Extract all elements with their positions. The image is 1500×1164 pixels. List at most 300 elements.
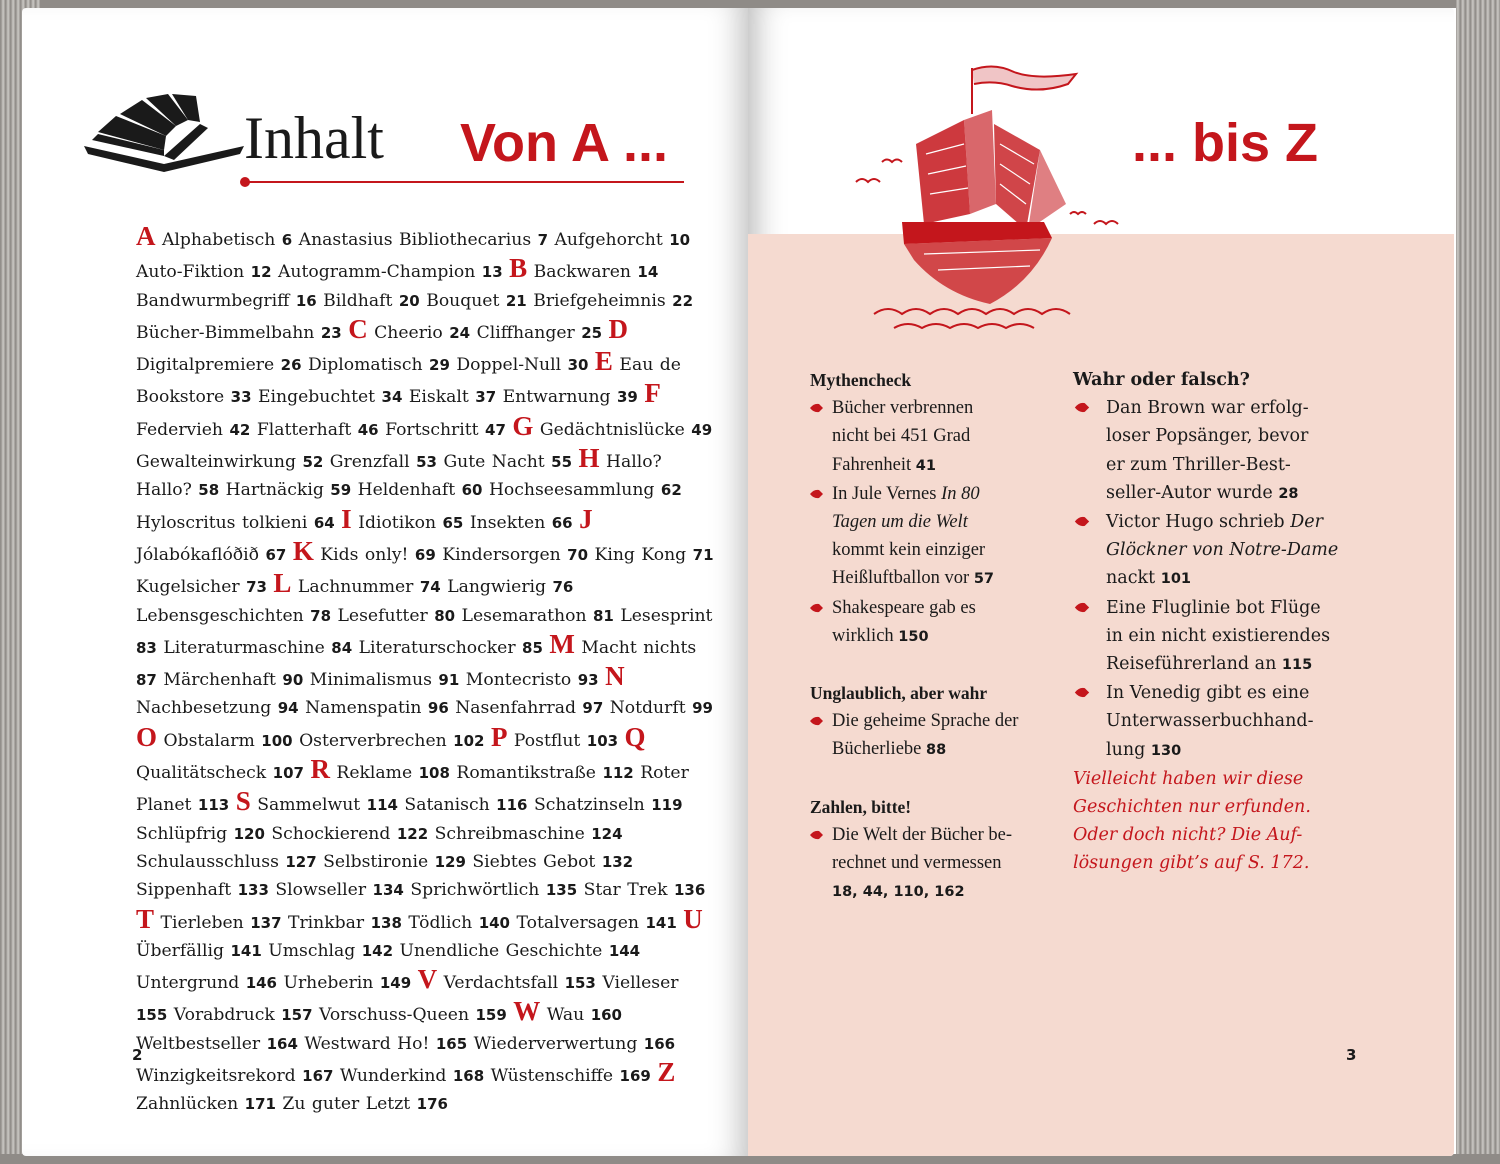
index-letter-a: A — [136, 221, 156, 251]
index-page-number: 120 — [233, 824, 265, 843]
index-page-number: 60 — [461, 481, 483, 500]
index-term: Macht nichts — [581, 637, 697, 658]
index-term: Fortschritt — [385, 419, 486, 440]
index-page-number: 169 — [619, 1067, 651, 1086]
index-term: Langwierig — [447, 577, 553, 598]
page-ref: 130 — [1150, 742, 1182, 759]
index-entry — [163, 638, 352, 658]
index-term: Schatzinseln — [533, 795, 652, 816]
index-entry — [409, 387, 496, 407]
index-entry — [268, 941, 393, 961]
index-term: Lesesprint — [620, 605, 713, 626]
index-entry — [555, 230, 691, 250]
index-page-number: 21 — [505, 291, 527, 310]
index-entry — [426, 291, 527, 311]
index-term: Wau — [546, 1005, 591, 1026]
zahlen-heading: Zahlen, bitte! — [810, 796, 912, 817]
bullet-icon — [810, 603, 823, 613]
index-entry — [308, 355, 450, 375]
index-term: Zu guter Letzt — [282, 1094, 417, 1115]
index-entry — [136, 452, 323, 472]
index-page-number: 171 — [244, 1095, 276, 1114]
index-term: Unendliche Geschichte — [399, 940, 609, 961]
index-page-number: 25 — [581, 323, 603, 342]
index-page-number: 119 — [651, 796, 683, 815]
index-term: Verdachtsfall — [443, 973, 565, 994]
index-letter-v: V — [417, 964, 438, 995]
index-page-number: 62 — [660, 481, 682, 500]
index-entry — [516, 913, 676, 933]
index-term: Schlüpfrig — [136, 823, 234, 844]
list-item — [810, 480, 1060, 594]
index-entry — [163, 731, 292, 751]
page-ref: 41 — [915, 457, 936, 474]
index-page-number: 144 — [608, 941, 641, 960]
index-entry — [320, 545, 436, 565]
index-entry — [136, 606, 331, 626]
index-term: Untergrund — [136, 973, 246, 994]
index-term: Briefgeheimnis — [533, 290, 673, 311]
index-page-number: 107 — [272, 764, 304, 783]
index-term: Jólabókaflóðið — [136, 544, 266, 565]
index-entry — [136, 763, 304, 783]
index-entry — [136, 420, 250, 440]
index-entry — [547, 1005, 622, 1025]
index-page-number: 53 — [416, 453, 437, 472]
index-term: Überfällig — [136, 940, 231, 961]
index-entry — [257, 420, 379, 440]
page-edge-right — [1456, 0, 1500, 1164]
index-term: Qualitätscheck — [136, 763, 273, 784]
index-term: Hallo? Hallo? — [136, 452, 662, 501]
index-entry — [226, 480, 352, 500]
index-entry — [404, 795, 527, 815]
index-page-number: 157 — [281, 1006, 313, 1025]
index-term: Bouquet — [426, 290, 506, 311]
index-page-number: 52 — [302, 453, 324, 472]
index-page-number: 34 — [381, 388, 403, 407]
index-letter-q: Q — [624, 721, 646, 752]
left-page — [22, 8, 748, 1156]
index-page-number: 149 — [379, 974, 412, 993]
index-entry — [584, 880, 706, 900]
index-letter-h: H — [578, 443, 600, 474]
index-entry — [136, 262, 272, 282]
index-entry — [491, 1066, 651, 1086]
index-page-number: 100 — [261, 731, 293, 750]
item-text: lung — [1106, 739, 1146, 760]
book-title: Der — [1290, 512, 1323, 533]
index-page-number: 84 — [331, 638, 353, 657]
index-entry — [163, 670, 303, 690]
index-entry — [455, 698, 603, 718]
index-letter-e: E — [594, 346, 613, 377]
index-entry — [470, 513, 573, 533]
index-page-number: 114 — [366, 796, 398, 815]
index-term: Kids only! — [320, 544, 415, 565]
index-entry — [271, 824, 428, 844]
index-term: Namenspatin — [305, 698, 428, 719]
index-entry — [336, 763, 450, 783]
index-entry — [310, 670, 460, 690]
index-page-number: 96 — [427, 699, 449, 718]
index-page-number: 94 — [277, 699, 299, 718]
index-entry — [323, 852, 466, 872]
index-entry — [136, 1066, 333, 1086]
index-term: Montecristo — [465, 670, 578, 691]
index-term: Hartnäckig — [225, 480, 331, 501]
item-text: Victor Hugo schrieb — [1106, 512, 1291, 533]
item-text: Eine Fluglinie bot Flüge — [1106, 597, 1321, 618]
index-entry — [299, 731, 484, 751]
index-term: Tödlich — [408, 912, 479, 933]
index-page-number: 12 — [250, 263, 272, 282]
index-letter-f: F — [644, 378, 661, 409]
index-page-number: 47 — [485, 420, 506, 439]
index-term: Trinkbar — [288, 912, 371, 933]
page-ref: 88 — [926, 742, 947, 759]
index-page-number: 142 — [361, 941, 394, 960]
item-text: Heißluftballon vor — [832, 568, 970, 589]
note-line: Vielleicht haben wir diese — [1073, 768, 1304, 789]
item-text: Shakespeare gab es — [832, 597, 976, 618]
index-entry — [174, 1005, 313, 1025]
index-term: Gewalteinwirkung — [136, 452, 303, 473]
index-term: Eau de Bookstore — [136, 355, 681, 408]
index-letter-l: L — [273, 568, 292, 599]
index-letter-p: P — [490, 721, 508, 752]
index-entry — [288, 913, 402, 933]
index-entry — [474, 1034, 675, 1054]
index-page-number: 26 — [280, 356, 302, 375]
page-ref: 18, 44, 110, 162 — [832, 884, 965, 901]
index-page-number: 159 — [475, 1006, 507, 1025]
item-text: wirklich — [832, 625, 894, 646]
index-term: Reklame — [336, 763, 419, 784]
index-page-number: 85 — [522, 638, 543, 657]
index-term: Insekten — [469, 512, 552, 533]
list-item — [810, 707, 1060, 764]
index-letter-b: B — [509, 253, 528, 284]
index-term: Hyloscritus tolkieni — [136, 512, 314, 533]
index-term: Wunderkind — [339, 1066, 453, 1087]
index-letter-t: T — [136, 903, 155, 934]
index-letter-z: Z — [657, 1057, 676, 1088]
index-entry — [258, 387, 402, 407]
index-entry — [540, 420, 712, 440]
book-title: Glöckner von Notre-Dame — [1106, 540, 1339, 561]
index-page-number: 87 — [136, 671, 157, 690]
index-term: Auto-Fiktion — [136, 262, 251, 283]
index-page-number: 59 — [330, 481, 352, 500]
index-term: Bildhaft — [323, 290, 399, 311]
list-item — [810, 394, 1060, 480]
index-term: Wiederverwertung — [473, 1033, 644, 1054]
index-page-number: 167 — [302, 1067, 334, 1086]
index-entry — [305, 698, 449, 718]
left-column — [810, 366, 1060, 906]
index-term: Tierleben — [160, 912, 251, 933]
item-text: Fahrenheit — [832, 454, 912, 475]
wahr-oder-falsch-heading: Wahr oder falsch? — [1073, 370, 1250, 390]
index-term: Entwarnung — [502, 387, 617, 408]
index-entry — [136, 545, 286, 565]
index-page-number: 13 — [481, 263, 503, 282]
index-term: Grenzfall — [329, 452, 417, 473]
index-term: Schulausschluss — [136, 851, 286, 872]
index-letter-r: R — [310, 754, 330, 785]
index-page-number: 122 — [396, 824, 429, 843]
item-text: In Jule Vernes — [832, 483, 942, 504]
index-page-number: 97 — [582, 699, 604, 718]
mythencheck-heading: Mythencheck — [810, 370, 912, 390]
page-ref: 150 — [898, 628, 929, 645]
index-page-number: 99 — [692, 699, 713, 718]
index-page-number: 136 — [673, 881, 706, 900]
item-text: Die Welt der Bücher be- — [832, 824, 1013, 845]
index-page-number: 65 — [442, 513, 464, 532]
index-page-number: 20 — [398, 291, 420, 310]
bullet-icon — [1073, 402, 1091, 413]
bullet-icon — [1073, 687, 1091, 698]
book-title: In 80 — [941, 483, 980, 504]
index-entry — [456, 763, 633, 783]
index-term: Eingebuchtet — [258, 387, 382, 408]
index-page-number: 91 — [438, 671, 460, 690]
index-term: Sippenhaft — [136, 880, 238, 901]
item-text: nackt — [1106, 568, 1156, 589]
index-term: Slowseller — [275, 880, 373, 901]
index-term: Winzigkeitsrekord — [136, 1066, 303, 1087]
index-page-number: 81 — [592, 606, 614, 625]
index-entry — [477, 323, 602, 343]
index-entry — [136, 698, 299, 718]
index-term: Nachbesetzung — [136, 698, 278, 719]
index-entry — [442, 545, 588, 565]
index-entry — [610, 698, 713, 718]
sailing-book-ship-illustration — [844, 54, 1134, 334]
index-entry — [136, 880, 269, 900]
index-page-number: 176 — [416, 1095, 448, 1114]
right-page — [748, 8, 1454, 1156]
index-term: Heldenhaft — [357, 480, 462, 501]
item-text: Reiseführerland an — [1106, 654, 1277, 675]
index-entry — [466, 670, 599, 690]
index-page-number: 165 — [435, 1034, 468, 1053]
index-page-number: 113 — [197, 796, 230, 815]
item-text: Bücherliebe — [832, 739, 922, 760]
index-term: Lebensgeschichten — [136, 605, 311, 626]
index-page-number: 74 — [419, 578, 441, 597]
index-term: Idiotikon — [358, 512, 443, 533]
index-entry — [257, 795, 398, 815]
index-term: Backwaren — [533, 262, 638, 283]
index-entry — [160, 913, 281, 933]
index-term: Gedächtnislücke — [539, 419, 692, 440]
index-term: Zahnlücken — [136, 1094, 245, 1115]
index-term: Doppel-Null — [456, 355, 568, 376]
index-page-number: 166 — [643, 1034, 676, 1053]
index-page-number: 37 — [475, 388, 497, 407]
index-term: Lesefutter — [337, 605, 435, 626]
index-term: King Kong — [594, 544, 693, 565]
index-page-number: 135 — [545, 881, 578, 900]
index-entry — [136, 941, 262, 961]
index-page-number: 70 — [567, 545, 589, 564]
index-term: Federvieh — [136, 419, 230, 440]
list-item — [1073, 508, 1373, 594]
index-page-number: 132 — [601, 852, 634, 871]
bullet-icon — [810, 716, 823, 726]
index-entry — [462, 606, 614, 626]
index-term: Gute Nacht — [443, 452, 552, 473]
bullet-icon — [810, 830, 823, 840]
list-item — [1073, 679, 1373, 765]
unglaublich-heading: Unglaublich, aber wahr — [810, 683, 988, 704]
index-term: Digitalpremiere — [136, 355, 281, 376]
index-page-number: 93 — [577, 671, 599, 690]
index-page-number: 138 — [370, 913, 402, 932]
index-letter-k: K — [292, 535, 314, 566]
index-term: Vorschuss-Queen — [319, 1005, 476, 1026]
index-page-number: 33 — [230, 388, 252, 407]
index-entry — [533, 291, 693, 311]
page-ref: 28 — [1278, 485, 1299, 502]
index-entry — [330, 452, 437, 472]
index-page-number: 55 — [551, 453, 573, 472]
index-page-number: 71 — [692, 545, 714, 564]
page-number-right: 3 — [1346, 1046, 1357, 1064]
index-page-number: 160 — [590, 1006, 622, 1025]
list-item — [810, 594, 1060, 651]
index-term: Romantikstraße — [456, 763, 603, 784]
index-page-number: 39 — [617, 388, 638, 407]
index-page-number: 129 — [434, 852, 466, 871]
title-underline — [244, 181, 684, 183]
index-page-number: 66 — [551, 513, 573, 532]
book-title: Tagen um die Welt — [832, 512, 968, 533]
index-page-number: 164 — [266, 1034, 298, 1053]
index-term: Vorabdruck — [173, 1005, 282, 1026]
index-entry — [136, 323, 342, 343]
item-text: Dan Brown war erfolg- — [1106, 398, 1309, 419]
item-text: seller-Autor wurde — [1106, 482, 1273, 503]
index-entry — [319, 1005, 507, 1025]
item-text: nicht bei 451 Grad — [832, 426, 971, 447]
index-term: Sammelwut — [257, 795, 367, 816]
index-letter-g: G — [512, 410, 534, 441]
index-letter-c: C — [348, 313, 368, 344]
note-line: Oder doch nicht? Die Auf- — [1073, 825, 1303, 846]
index-term: Cheerio — [374, 322, 450, 343]
index-page-number: 168 — [452, 1067, 485, 1086]
index-term: Hochseesammlung — [488, 480, 661, 501]
index-term: Sprichwörtlich — [410, 880, 546, 901]
index-term: Urheberin — [283, 973, 380, 994]
index-page-number: 49 — [691, 420, 713, 439]
index-page-number: 133 — [237, 881, 269, 900]
index-page-number: 153 — [564, 974, 596, 993]
item-text: Unterwasserbuchhand- — [1106, 711, 1314, 732]
index-entry — [282, 1094, 448, 1114]
index-entry — [472, 852, 633, 872]
index-entry — [136, 1094, 276, 1114]
index-term: Flatterhaft — [256, 419, 358, 440]
page-edge-top — [0, 0, 1500, 8]
index-entry — [136, 291, 317, 311]
index-term: Autogramm-Champion — [278, 262, 482, 283]
index-term: Kindersorgen — [442, 544, 568, 565]
index-page-number: 24 — [449, 323, 471, 342]
page-number-left: 2 — [132, 1046, 143, 1064]
index-entry — [340, 1066, 484, 1086]
index-page-number: 16 — [295, 291, 317, 310]
index-letter-j: J — [579, 503, 593, 534]
index-entry — [595, 545, 714, 565]
index-entry — [162, 230, 292, 250]
item-text: Bücher verbrennen — [832, 398, 974, 419]
index-term: Notdurft — [609, 698, 693, 719]
index-entry — [298, 577, 441, 597]
right-column — [1073, 366, 1373, 878]
index-term: Lesemarathon — [461, 605, 593, 626]
index-page-number: 58 — [198, 481, 220, 500]
closing-note — [1073, 765, 1373, 878]
index-term: Vielleser — [602, 973, 679, 994]
index-term: Weltbestseller — [136, 1033, 267, 1054]
index-entry — [136, 852, 317, 872]
index-letter-d: D — [608, 313, 629, 344]
index-term: Minimalismus — [309, 670, 439, 691]
index-entry — [408, 913, 510, 933]
index-page-number: 124 — [591, 824, 623, 843]
index-term: Totalversagen — [516, 912, 646, 933]
bullet-icon — [1073, 602, 1091, 613]
bis-z-title: ... bis Z — [1132, 113, 1319, 173]
index-term: Cliffhanger — [476, 322, 582, 343]
index-page-number: 14 — [637, 263, 659, 282]
index-page-number: 103 — [586, 731, 619, 750]
index-term: Bücher-Bimmelbahn — [136, 322, 321, 343]
index-letter-n: N — [605, 661, 625, 692]
index-entry — [447, 577, 573, 597]
index-entry — [136, 513, 335, 533]
index-page-number: 46 — [357, 420, 379, 439]
item-text: In Venedig gibt es eine — [1106, 683, 1310, 704]
page-ref: 101 — [1160, 571, 1192, 588]
index-term: Diplomatisch — [307, 355, 430, 376]
index-entry — [338, 606, 456, 626]
bullet-icon — [810, 489, 823, 499]
index-entry — [514, 731, 618, 751]
index-entry — [489, 480, 682, 500]
list-item — [1073, 394, 1373, 508]
index-entry — [358, 513, 463, 533]
item-text: er zum Thriller-Best- — [1106, 454, 1291, 475]
open-book-icon — [84, 94, 244, 184]
index-term: Wüstenschiffe — [490, 1066, 620, 1087]
index-term: Aufgehorcht — [554, 230, 670, 250]
index-term: Lachnummer — [297, 577, 420, 598]
index-page-number: 108 — [418, 764, 450, 783]
index-entry — [299, 230, 548, 250]
index-letter-i: I — [341, 503, 352, 534]
index-term: Schreibmaschine — [434, 823, 592, 844]
item-text: rechnet und vermessen — [832, 853, 1002, 874]
index-term: Osterverbrechen — [299, 730, 454, 751]
underline-dot — [240, 177, 250, 187]
index-page-number: 90 — [282, 671, 304, 690]
